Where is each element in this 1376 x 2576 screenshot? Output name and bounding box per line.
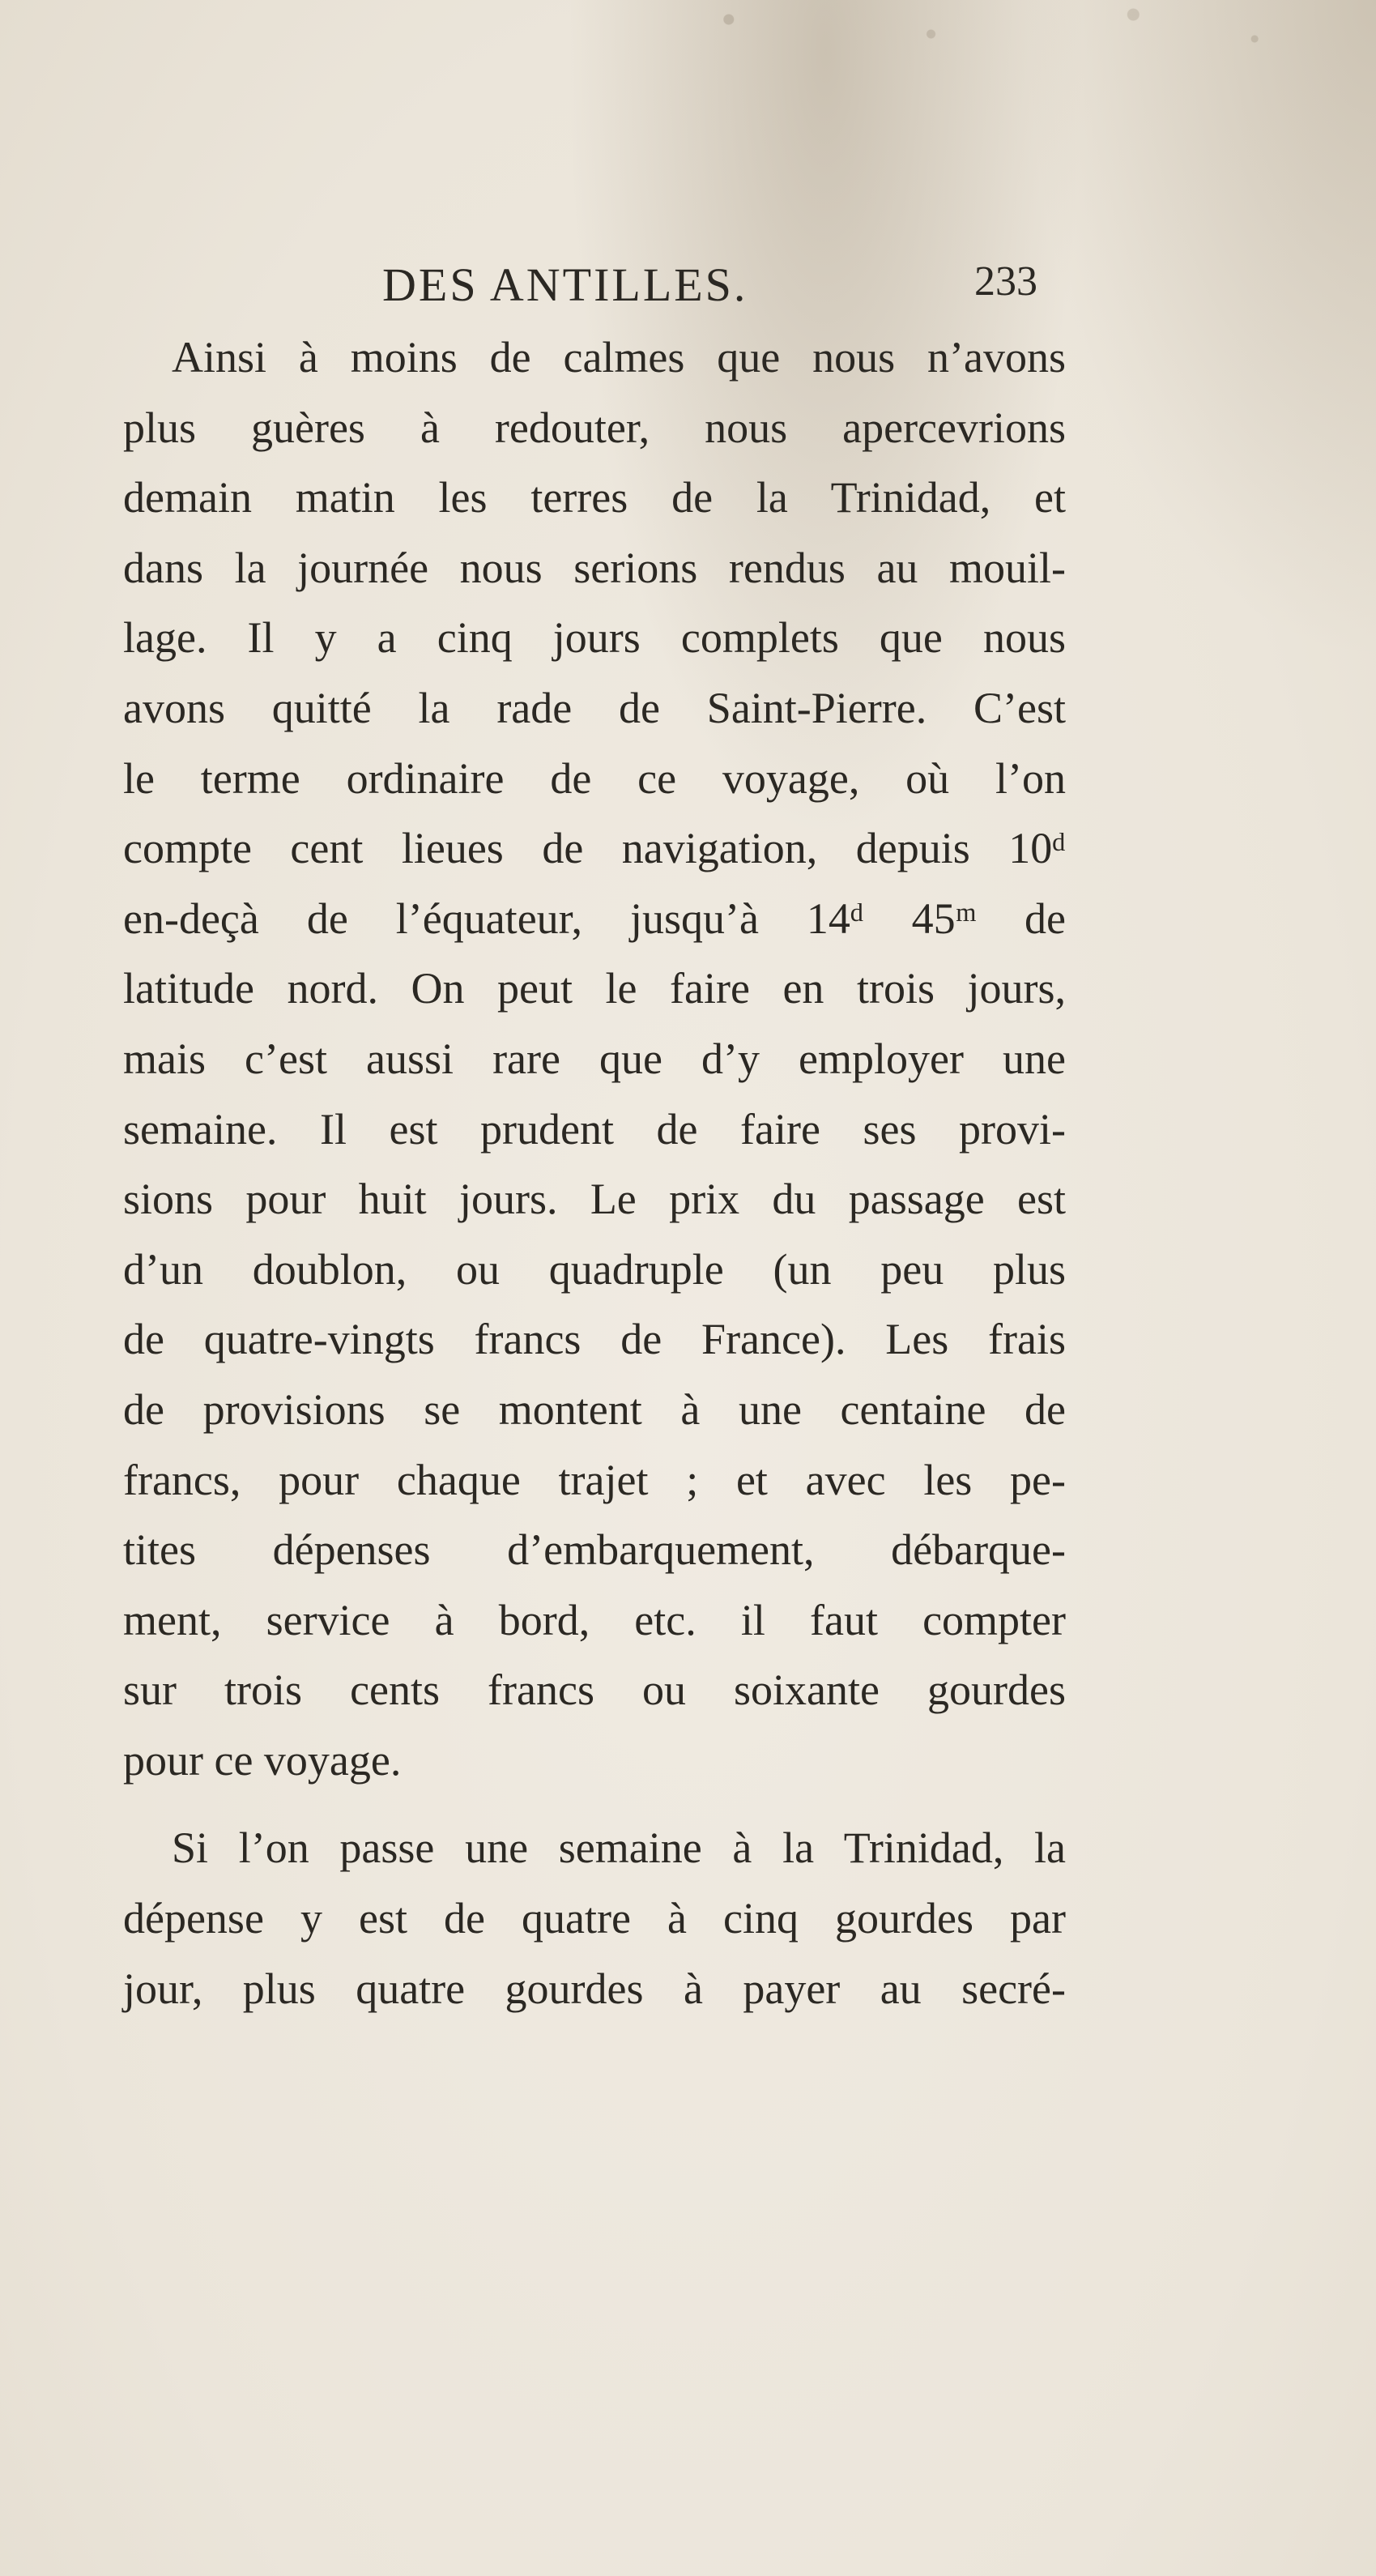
- text-line: francs, pour chaque trajet ; et avec les pe-: [123, 1455, 1066, 1504]
- page-number: 233: [974, 258, 1037, 305]
- text-line: avons quitté la rade de Saint-Pierre. C’est: [123, 683, 1066, 732]
- text-line: sur trois cents francs ou soixante gourdes: [123, 1665, 1066, 1715]
- running-head: DES ANTILLES.: [382, 258, 748, 311]
- text-line: tites dépenses d’embarquement, débarque-: [123, 1525, 1066, 1575]
- text-line: mais c’est aussi rare que d’y employer une: [123, 1034, 1066, 1083]
- text-line: demain matin les terres de la Trinidad, et: [123, 473, 1066, 522]
- text-line: plus guères à redouter, nous apercevrions: [123, 403, 1066, 452]
- text-line: sions pour huit jours. Le prix du passage est: [123, 1175, 1066, 1224]
- text-line: latitude nord. On peut le faire en trois jours,: [123, 964, 1066, 1013]
- text-line: dépense y est de quatre à cinq gourdes par: [123, 1894, 1066, 1943]
- text-line: en-deçà de l’équateur, jusqu’à 14ᵈ 45ᵐ de: [123, 893, 1066, 943]
- text-line: de quatre-vingts francs de France). Les frais: [123, 1315, 1066, 1364]
- text-line: compte cent lieues de navigation, depuis 10ᵈ: [123, 824, 1066, 873]
- paragraph-1: [123, 322, 1066, 1795]
- paragraph-2: [123, 1813, 1066, 2024]
- text-line: semaine. Il est prudent de faire ses provi-: [123, 1104, 1066, 1154]
- page-stain: [567, 0, 1376, 97]
- body-text: [123, 322, 1066, 2024]
- text-line: de provisions se montent à une centaine de: [123, 1384, 1066, 1434]
- text-line: pour ce voyage.: [123, 1735, 402, 1785]
- text-line: jour, plus quatre gourdes à payer au secré-: [123, 1964, 1066, 2013]
- text-line: le terme ordinaire de ce voyage, où l’on: [123, 753, 1066, 803]
- text-line: Si l’on passe une semaine à la Trinidad, la: [172, 1823, 1066, 1873]
- text-line: lage. Il y a cinq jours complets que nous: [123, 613, 1066, 663]
- text-line: dans la journée nous serions rendus au mouil-: [123, 543, 1066, 592]
- text-line: d’un doublon, ou quadruple (un peu plus: [123, 1244, 1066, 1294]
- text-line: Ainsi à moins de calmes que nous n’avons: [172, 333, 1066, 382]
- text-line: ment, service à bord, etc. il faut compter: [123, 1595, 1066, 1644]
